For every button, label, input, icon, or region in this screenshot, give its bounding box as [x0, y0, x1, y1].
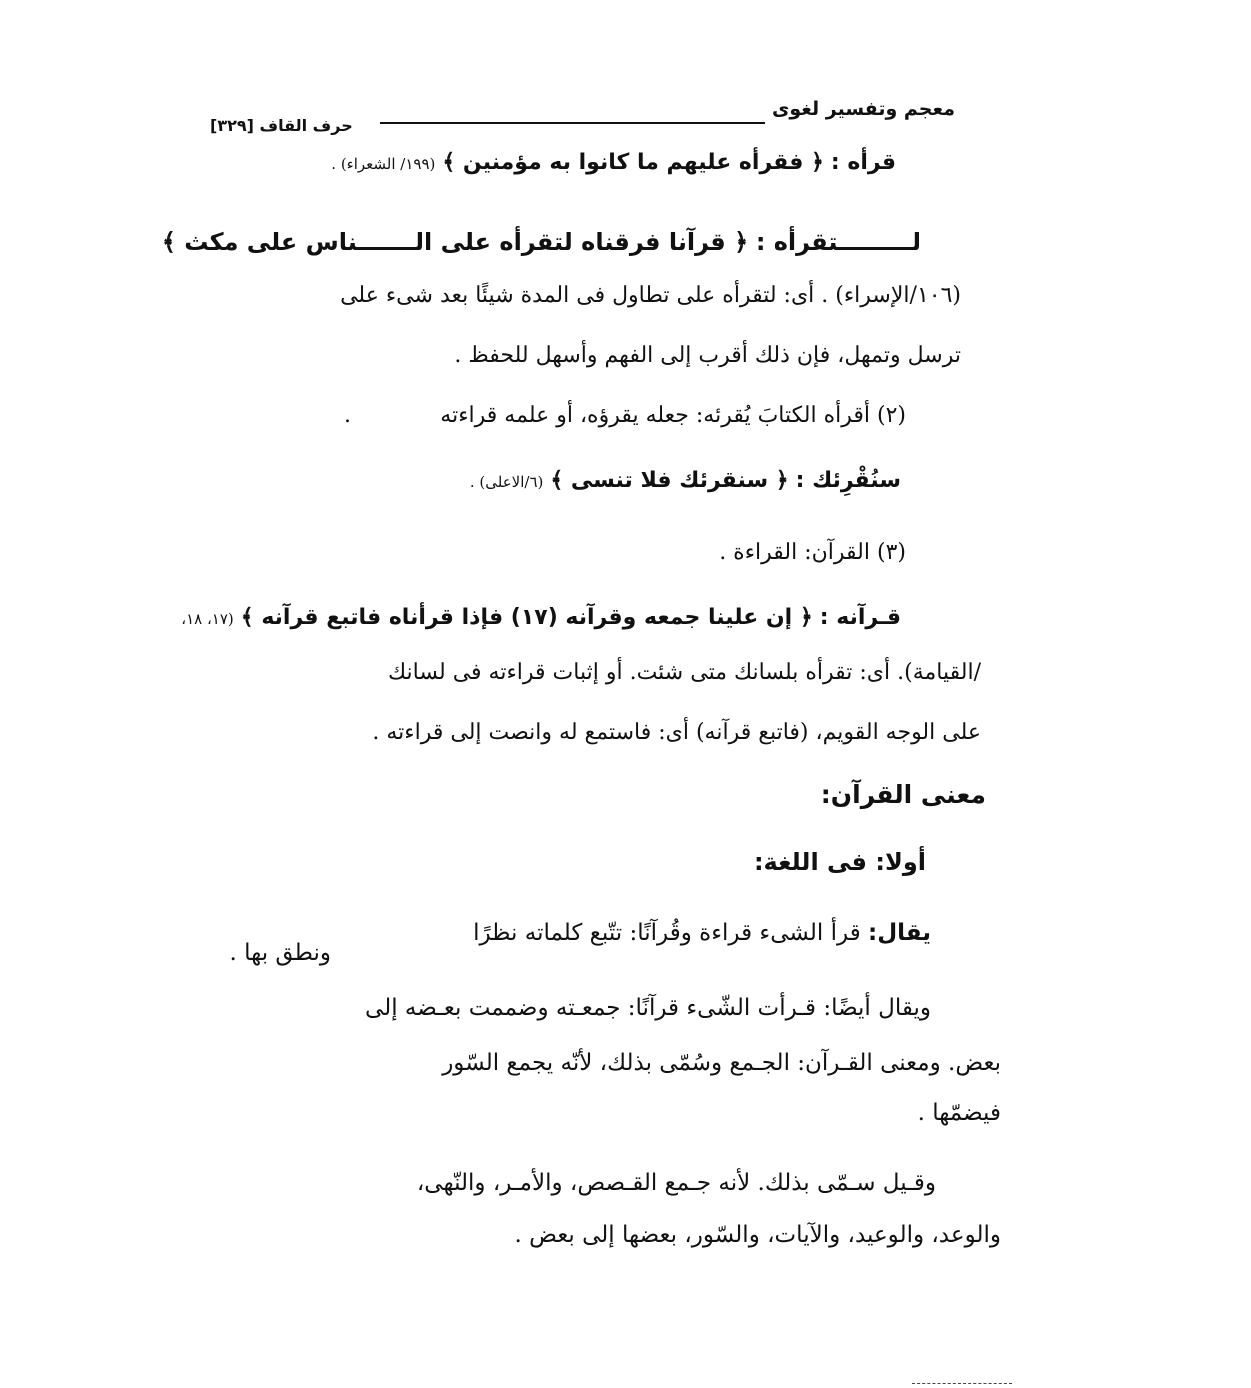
entry-line-9 [181, 605, 901, 631]
footer-rule [912, 1383, 1012, 1384]
subheading: أولا: فى اللغة: [753, 848, 926, 876]
entry-line-4: ترسل وتمهل، فإن ذلك أقرب إلى الفهم وأسهل للحفظ . [454, 343, 961, 368]
running-header [210, 98, 955, 138]
entry-word: سنُقْرِئك : [795, 468, 901, 493]
paragraph-1-line-1 [473, 920, 931, 948]
entry-word: قرأه : [830, 150, 896, 175]
quran-verse: ﴿ سنقرئك فلا تنسى ﴾ [550, 468, 789, 493]
paragraph-text: قرأ الشىء قراءة وقُرآنًا: تتّبع كلماته نظرًا [473, 920, 861, 946]
entry-line-3: (١٠٦/الإسراء) . أى: لتقرأه على تطاول فى المدة شيئًا بعد شىء على [340, 283, 961, 308]
verse-reference: (١٩٩/ الشعراء) . [331, 155, 436, 173]
verse-reference: (٦/الاعلى) . [469, 473, 544, 491]
quran-verse: ﴿ فقرأه عليهم ما كانوا به مؤمنين ﴾ [442, 150, 824, 175]
entry-line-7 [470, 468, 901, 494]
book-title: معجم وتفسير لغوى [771, 98, 955, 120]
paragraph-1-line-2: ونطق بها . [229, 940, 331, 966]
entry-line-11: على الوجه القويم، (فاتبع قرآنه) أى: فاستمع له وانصت إلى قراءته . [372, 720, 981, 745]
paragraph-2-line-1: ويقال أيضًا: قـرأت الشّىء قرآنًا: جمعـته وضممت بعـضه إلى [365, 995, 931, 1021]
entry-line-10: /القيامة). أى: تقرأه بلسانك متى شئت. أو إثبات قراءته فى لسانك [388, 660, 981, 685]
paragraph-2-line-2: بعض. ومعنى القـرآن: الجـمع وسُمّى بذلك، لأنّه يجمع السّور [442, 1050, 1001, 1076]
quran-verse: ﴿ قرآنا فرقناه لتقرأه على الـــــــناس على مكث ﴾ [161, 228, 749, 256]
entry-word: قـرآنه : [819, 605, 901, 630]
header-rule [380, 122, 765, 124]
entry-line-2 [162, 228, 921, 257]
entry-line-8: (٣) القرآن: القراءة . [719, 540, 906, 565]
entry-line-1 [331, 150, 896, 176]
paragraph-3-line-1: وقـيل سـمّى بذلك. لأنه جـمع القـصص، والأمـر، والنّهى، [416, 1170, 936, 1196]
entry-line-5: (٢) أقرأه الكتابَ يُقرئه: جعله يقرؤه، أو علمه قراءته [440, 403, 906, 428]
paragraph-lead: يقال: [868, 920, 931, 946]
quran-verse: ﴿ إن علينا جمعه وقرآنه (١٧) فإذا قرأناه فاتبع قرآنه ﴾ [240, 605, 813, 630]
section-heading: معنى القرآن: [820, 780, 986, 809]
paragraph-3-line-2: والوعد، والوعيد، والآيات، والسّور، بعضها إلى بعض . [514, 1222, 1001, 1248]
section-label: حرف القاف [٣٢٩] [210, 116, 353, 135]
entry-word: لـــــــــتقرأه : [755, 228, 921, 256]
paragraph-2-line-3: فيضمّها . [917, 1100, 1001, 1126]
verse-reference: (١٧، ١٨، [181, 610, 234, 628]
entry-line-6: . [344, 403, 351, 428]
